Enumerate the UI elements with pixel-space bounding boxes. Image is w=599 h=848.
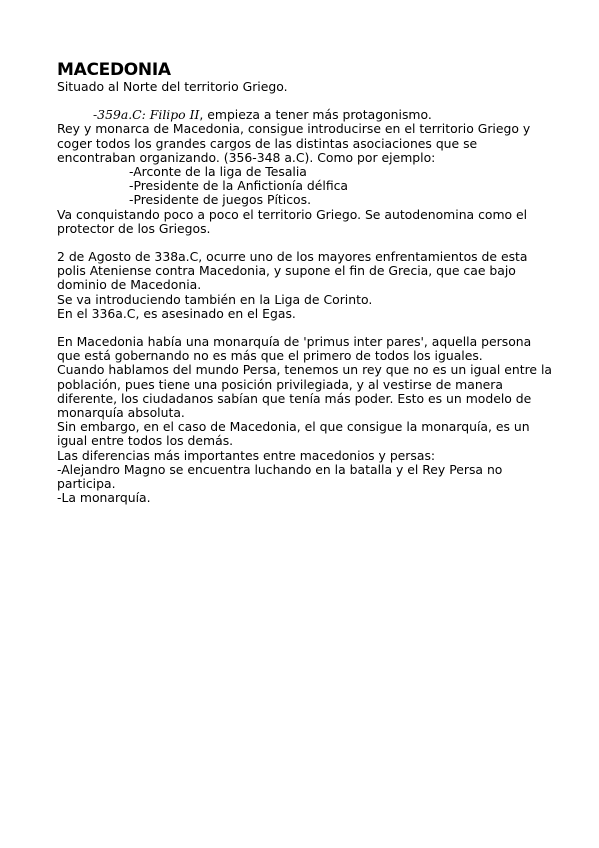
paragraph: Sin embargo, en el caso de Macedonia, el que consigue la monarquía, es un igual entre todos los demás. bbox=[57, 419, 530, 449]
paragraph: En el 336a.C, es asesinado en el Egas. bbox=[57, 305, 296, 321]
paragraph: Se va introduciendo también en la Liga de Corinto. bbox=[57, 291, 373, 307]
paragraph: En Macedonia había una monarquía de 'primus inter pares', aquella persona que está gobernando no es más que el primero de todos los iguales. bbox=[57, 334, 532, 364]
spacer bbox=[57, 321, 557, 335]
paragraph: -Alejandro Magno se encuentra luchando en la batalla y el Rey Persa no participa. bbox=[57, 461, 503, 492]
paragraph: Cuando hablamos del mundo Persa, tenemos un rey que no es un igual entre la población, pues tiene una posición privilegiada, y al vestirse de manera diferente, los ciudadanos sabían que tenía más poder. Esto es un modelo de monarquía absoluta. bbox=[57, 362, 552, 421]
paragraph: Las diferencias más importantes entre macedonios y persas: bbox=[57, 447, 436, 463]
subtitle-line: Situado al Norte del territorio Griego. bbox=[57, 79, 288, 94]
paragraph: Rey y monarca de Macedonia, consigue introducirse en el territorio Griego y coger todos los grandes cargos de las distintas asociaciones que se encontraban organizando. (356-348 a.C). Como por ejemplo: bbox=[57, 121, 531, 165]
dated-italic-text: -359a.C: Filipo II bbox=[93, 107, 200, 123]
list-item: -Arconte de la liga de Tesalia bbox=[129, 164, 307, 180]
paragraph: -La monarquía. bbox=[57, 490, 151, 506]
spacer bbox=[57, 236, 557, 250]
spacer bbox=[57, 94, 557, 108]
list-item: -Presidente de juegos Píticos. bbox=[129, 192, 312, 208]
dated-line bbox=[57, 108, 557, 122]
list-item: -Presidente de la Anfictionía délfica bbox=[129, 178, 349, 194]
page-title: MACEDONIA bbox=[57, 60, 171, 80]
document-body bbox=[57, 60, 557, 505]
paragraph: 2 de Agosto de 338a.C, ocurre uno de los mayores enfrentamientos de esta polis Ateniense contra Macedonia, y supone el fin de Grecia, que cae bajo dominio de Macedonia. bbox=[57, 249, 528, 293]
paragraph: Va conquistando poco a poco el territorio Griego. Se autodenomina como el protector de los Griegos. bbox=[57, 206, 528, 236]
dated-rest-text: , empieza a tener más protagonismo. bbox=[199, 107, 432, 123]
